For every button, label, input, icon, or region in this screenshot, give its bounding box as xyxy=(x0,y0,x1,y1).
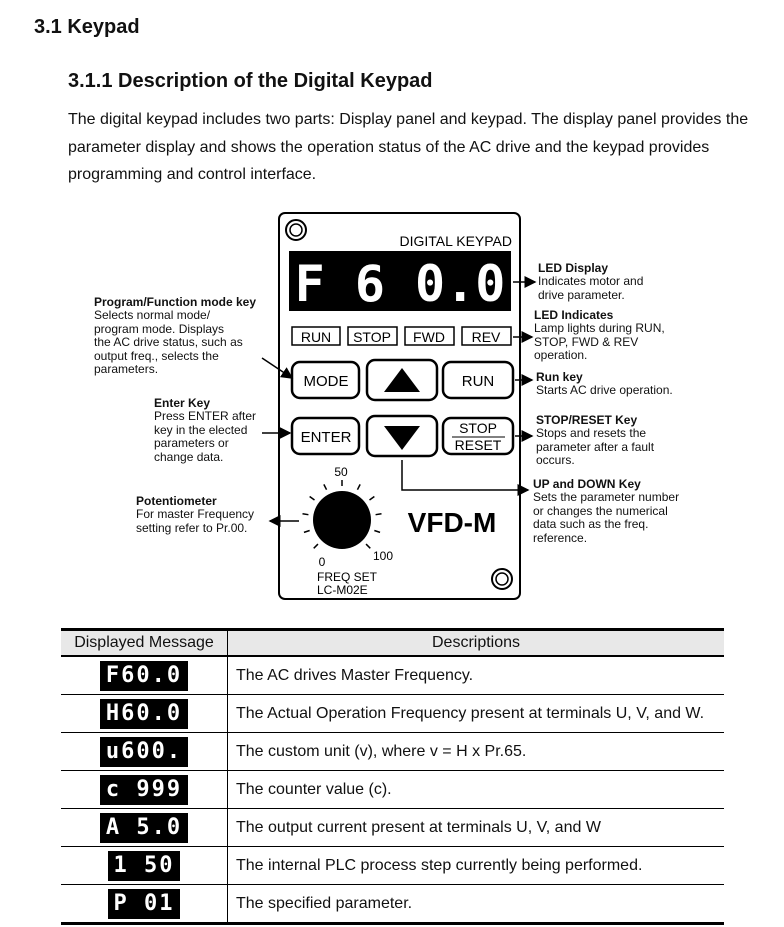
led-run-label: RUN xyxy=(300,329,332,345)
mode-button-label: MODE xyxy=(303,373,349,390)
part-number: LC-M02E xyxy=(317,583,368,597)
dial-tick xyxy=(302,514,308,515)
callout-title: LED Indicates xyxy=(534,308,614,322)
keypad-header: DIGITAL KEYPAD xyxy=(399,233,512,249)
stop-label: STOP xyxy=(459,420,497,436)
table-row xyxy=(61,733,724,771)
callout-led-indicates: LED Indicates Lamp lights during RUN, STOP, FWD & REV operation. xyxy=(534,309,734,363)
section-title: 3.1 Keypad xyxy=(34,16,140,38)
led-stop-label: STOP xyxy=(353,329,391,345)
callout-title: LED Display xyxy=(538,261,609,275)
callout-title: STOP/RESET Key xyxy=(536,413,638,427)
table-row xyxy=(61,885,724,924)
row-description: The specified parameter. xyxy=(236,894,413,912)
subsection-title: 3.1.1 Description of the Digital Keypad xyxy=(68,70,433,92)
led-display-text: F 6 0.0 xyxy=(294,255,506,313)
callout-led-display: LED Display Indicates motor and drive parameter. xyxy=(538,262,718,302)
run-button-label: RUN xyxy=(461,373,495,390)
freq-set-label: FREQ SET xyxy=(317,570,378,584)
lcd-message: A 5.0 xyxy=(100,813,188,843)
reset-label: RESET xyxy=(454,437,502,453)
lcd-message: P 01 xyxy=(108,889,181,919)
dial-tick xyxy=(376,514,382,515)
callout-program-key: Program/Function mode key Selects normal mode/ program mode. Displays the AC drive status, such as output freq., selects the parameters. xyxy=(94,296,279,376)
callout-title: Run key xyxy=(536,370,583,384)
lcd-message: u600. xyxy=(100,737,188,767)
callout-title: Enter Key xyxy=(154,396,211,410)
dial-mid-label: 50 xyxy=(334,465,348,479)
screw-icon xyxy=(492,569,512,589)
row-description: The counter value (c). xyxy=(228,771,725,809)
column-header: Descriptions xyxy=(228,630,725,657)
led-rev-label: REV xyxy=(471,329,501,345)
led-fwd-label: FWD xyxy=(413,329,445,345)
enter-button-label: ENTER xyxy=(300,429,352,446)
callout-stop-reset-key: STOP/RESET Key Stops and resets the parameter after a fault occurs. xyxy=(536,414,736,468)
row-description: The Actual Operation Frequency present at terminals U, V, and W. xyxy=(228,695,725,733)
dial-max-label: 100 xyxy=(372,549,394,563)
callout-up-down-key: UP and DOWN Key Sets the parameter number or changes the numerical data such as the freq. reference. xyxy=(533,478,733,545)
callout-title: Program/Function mode key xyxy=(94,295,257,309)
lcd-message: F60.0 xyxy=(100,661,188,691)
callout-title: Potentiometer xyxy=(136,494,217,508)
callout-run-key: Run key Starts AC drive operation. xyxy=(536,371,736,398)
table-row xyxy=(61,656,724,695)
dial-min-label: 0 xyxy=(318,555,326,569)
callout-potentiometer: Potentiometer For master Frequency setting refer to Pr.00. xyxy=(136,495,276,535)
callout-enter-key: Enter Key Press ENTER after key in the elected parameters or change data. xyxy=(154,397,274,464)
model-name: VFD-M xyxy=(407,507,497,538)
screw-icon xyxy=(286,220,306,240)
intro-paragraph: The digital keypad includes two parts: Display panel and keypad. The display panel provides the parameter display and shows the operation status of the AC drive and the keypad provides programming and control interface. xyxy=(68,111,749,183)
lcd-message: c 999 xyxy=(100,775,188,805)
table-row xyxy=(61,695,724,733)
row-description: The AC drives Master Frequency. xyxy=(228,656,725,695)
row-description: The output current present at terminals U, V, and W xyxy=(228,809,725,847)
table-header-row xyxy=(61,630,724,657)
table-row xyxy=(61,847,724,885)
lcd-message: 1 50 xyxy=(108,851,181,881)
callout-title: UP and DOWN Key xyxy=(533,477,641,491)
row-description: The custom unit (v), where v = H x Pr.65. xyxy=(228,733,725,771)
displayed-message-table xyxy=(61,628,724,925)
lcd-message: H60.0 xyxy=(100,699,188,729)
column-header: Displayed Message xyxy=(61,630,228,657)
row-description: The internal PLC process step currently being performed. xyxy=(228,847,725,885)
table-row xyxy=(61,771,724,809)
table-row xyxy=(61,809,724,847)
